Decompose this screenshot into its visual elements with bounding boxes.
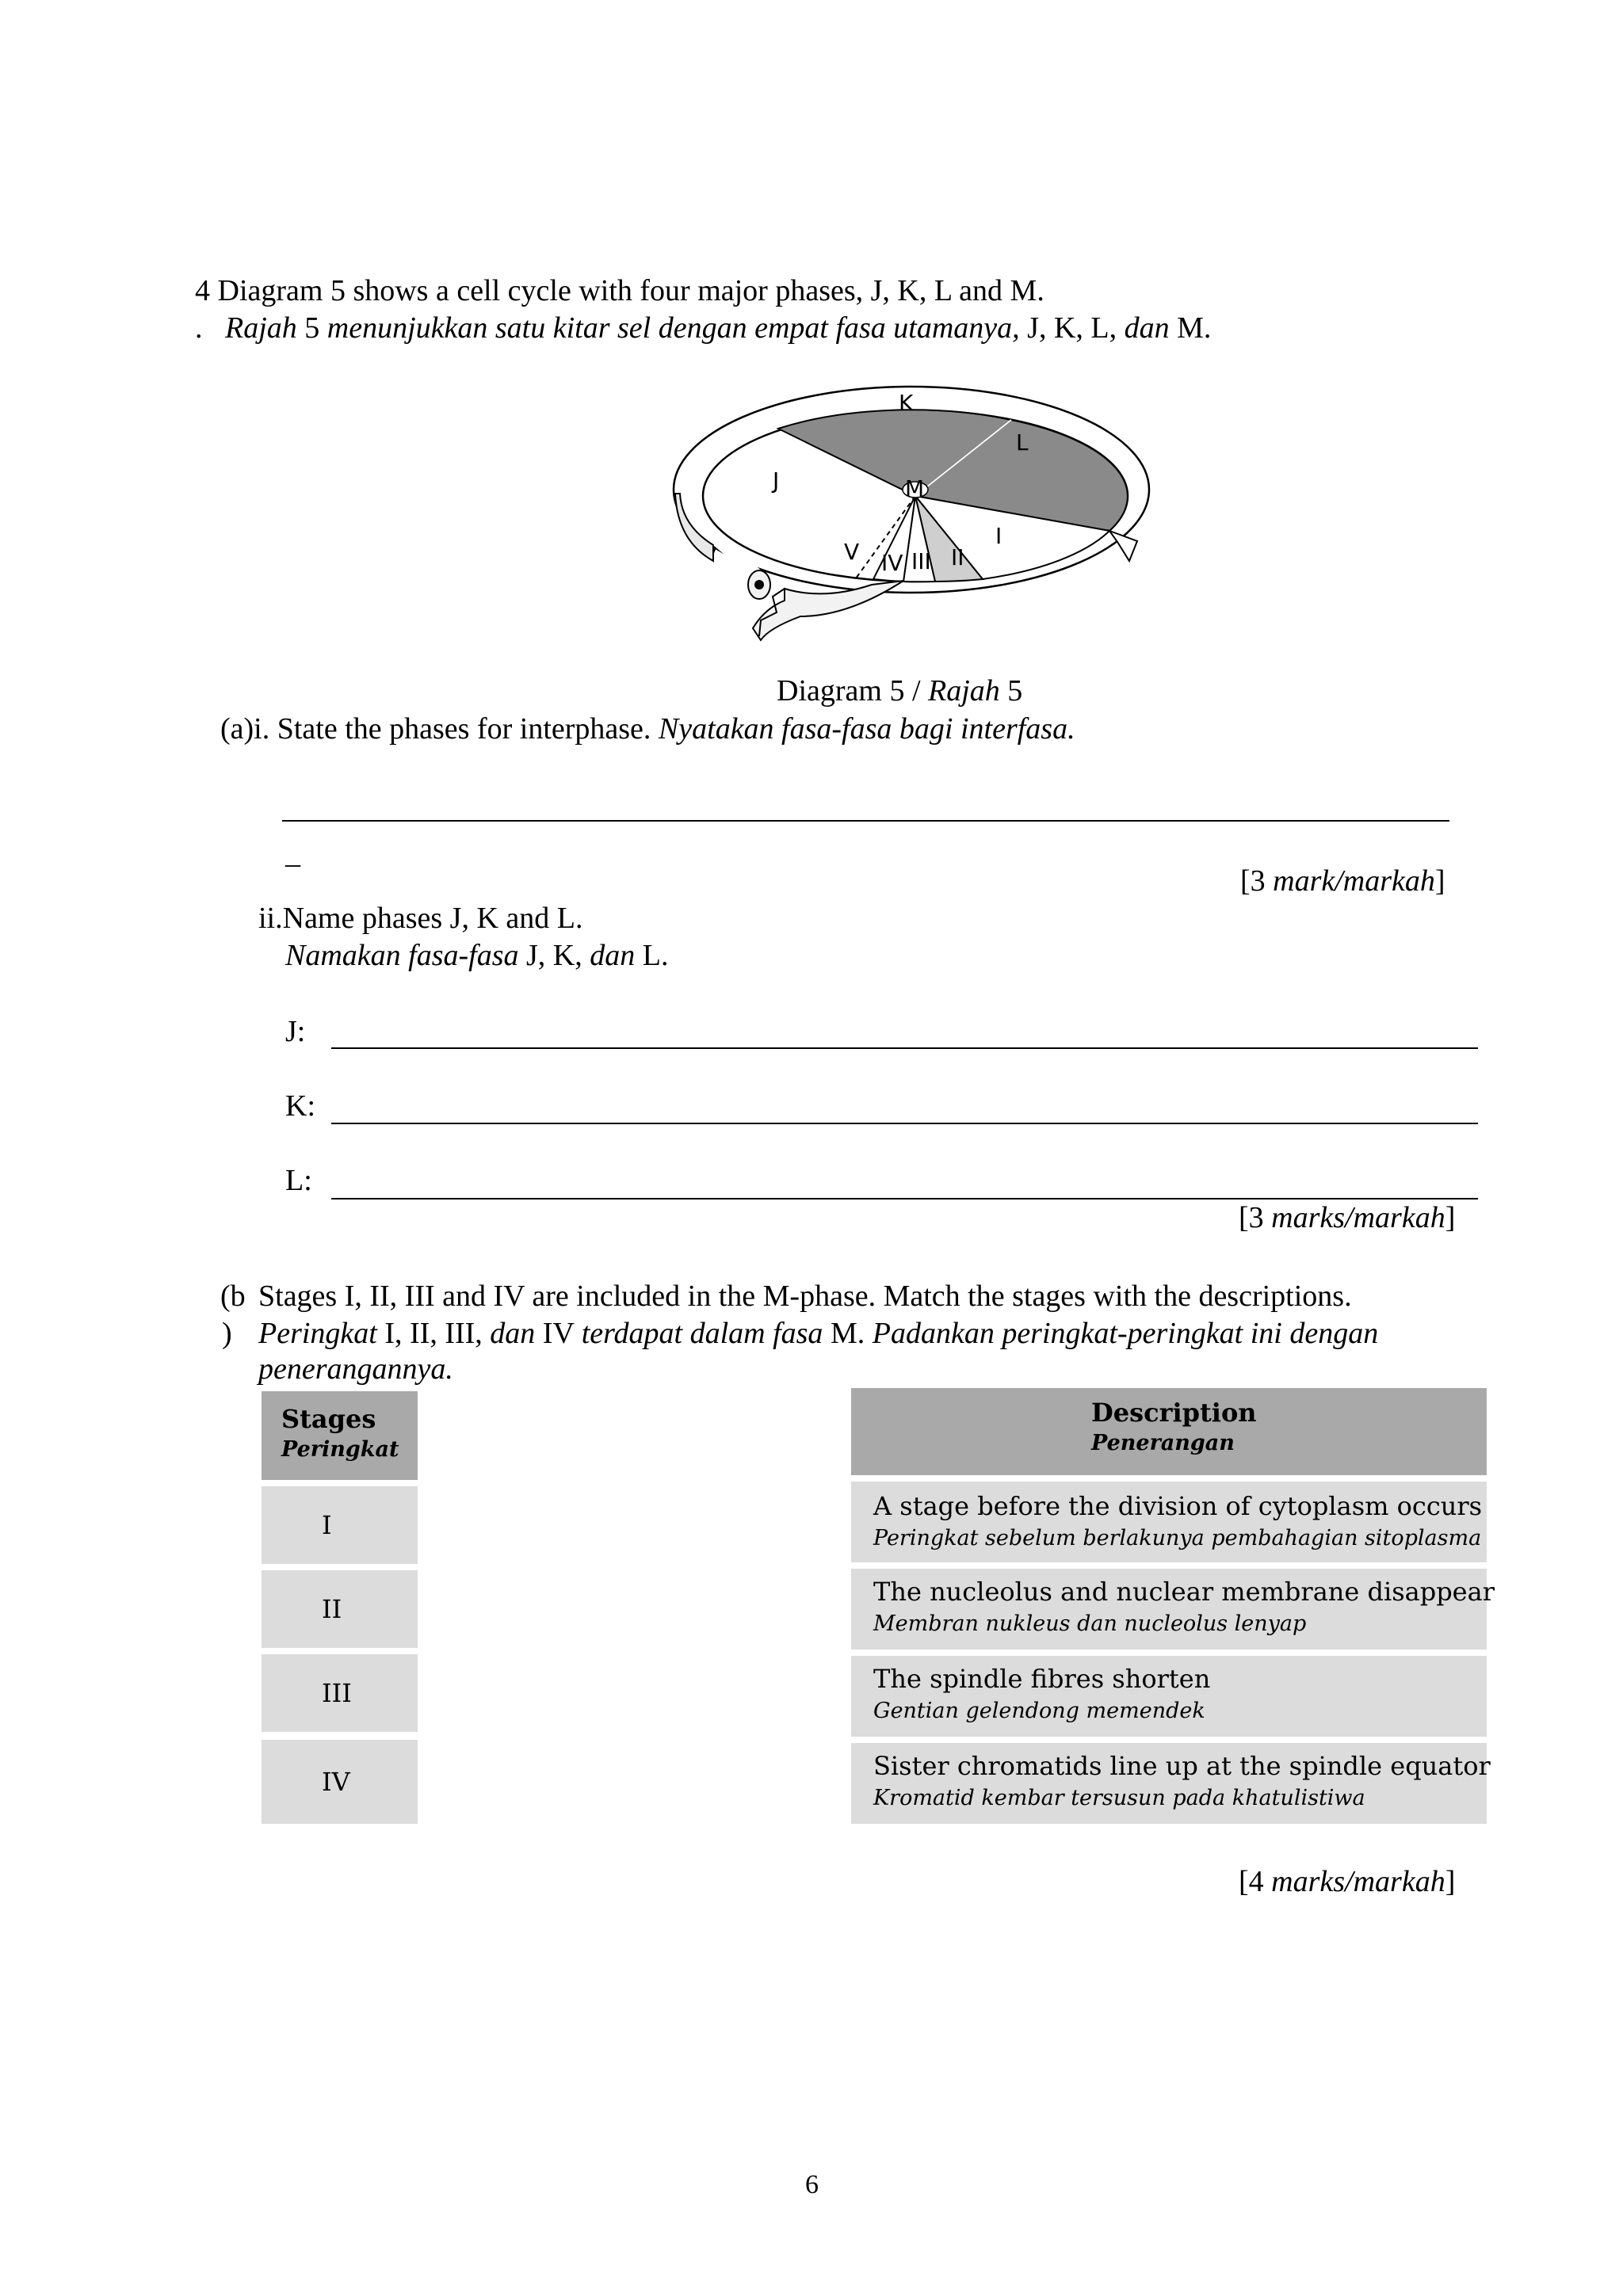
part-a-ii-ms [285,938,668,974]
question-text-ms: menunjukkan satu kitar sel dengan empat fasa utamanya, [327,311,1020,345]
description-en: A stage before the division of cytoplasm occurs [873,1491,1483,1521]
stage-cell-iv[interactable] [262,1740,418,1824]
ms-text: I, II, III, [384,1317,483,1350]
label-stage-iv: IV [881,550,903,576]
marks-b [1239,1864,1455,1901]
marks-text: [3 [1239,1201,1272,1234]
answer-line-k[interactable] [331,1123,1478,1124]
marks-text: mark/markah [1273,864,1435,898]
label-l: L [1016,429,1029,456]
label-k: K [899,390,914,416]
description-header-ms: Penerangan [1091,1431,1235,1455]
label-stage-i: I [995,523,1002,549]
question-text-ms: J, K, L, [1027,311,1117,345]
answer-line-a-i[interactable] [282,820,1449,822]
description-en: The nucleolus and nuclear membrane disappear [873,1577,1495,1607]
ms-text: dan [590,939,636,972]
ms-text: dan [490,1317,536,1350]
question-line-1 [195,273,1044,310]
description-ms: Gentian gelendong memendek [873,1699,1205,1723]
answer-line-l[interactable] [331,1198,1478,1199]
caption-text: Diagram 5 / [777,674,929,707]
label-stage-iii: III [911,548,931,574]
marks-a-ii [1239,1200,1455,1237]
caption-text: Rajah [928,674,1000,707]
label-j: J [773,467,780,494]
description-row[interactable] [851,1656,1487,1737]
answer-dash: _ [285,837,300,870]
ms-text: terdapat dalam fasa [581,1317,823,1350]
part-a-ii-text-en: Name phases J, K and L. [282,902,583,935]
part-b-text-en: Stages I, II, III and IV are included in the M-phase. Match the stages with the descriptions. [258,1280,1352,1313]
description-en: The spindle fibres shorten [873,1664,1211,1694]
stage-label: II [322,1594,342,1624]
part-a-text-ms: Nyatakan fasa-fasa bagi interfasa. [658,712,1075,746]
part-a-text-en: State the phases for interphase. [277,712,651,746]
stage-cell-i[interactable] [262,1486,418,1564]
part-b-text-ms-2: penerangannya. [258,1352,453,1386]
diagram-caption [777,673,1022,710]
part-a-i [220,711,1075,748]
ms-text: Padankan peringkat-peringkat ini dengan [872,1317,1379,1350]
part-a-label: (a)i. [220,712,270,746]
ms-text: M. [830,1317,865,1350]
stage-label: I [322,1510,332,1540]
ms-text: IV [542,1317,575,1350]
description-ms: Membran nukleus dan nucleolus lenyap [873,1611,1307,1636]
question-text-ms: Rajah [225,311,297,345]
description-row[interactable] [851,1569,1495,1650]
stage-cell-iii[interactable] [262,1654,418,1732]
label-stage-v: V [844,539,860,565]
marks-text: ] [1445,1201,1456,1234]
ms-text: J, K, [526,939,582,972]
description-header [851,1388,1487,1475]
caption-text: 5 [999,674,1023,707]
question-text-en: Diagram 5 shows a cell cycle with four major phases, J, K, L and M. [217,274,1044,307]
marks-text: marks/markah [1271,1865,1445,1898]
marks-text: marks/markah [1271,1201,1445,1234]
marks-a-i [1240,864,1445,900]
description-row[interactable] [851,1743,1491,1824]
part-b-text-ms-1 [258,1316,1378,1352]
part-a-ii-label: ii. [258,902,283,935]
description-header-en: Description [1091,1398,1257,1428]
marks-text: [4 [1239,1865,1272,1898]
question-number: 4 [195,274,210,307]
question-dot: . [195,311,203,345]
ms-text: L. [642,939,669,972]
stages-header [262,1391,418,1480]
ms-text: Namakan fasa-fasa [285,939,519,972]
description-ms: Peringkat sebelum berlakunya pembahagian sitoplasma [873,1526,1482,1550]
part-a-ii [258,901,582,937]
answer-label-k: K: [285,1089,315,1123]
marks-text: [3 [1240,864,1274,898]
stage-label: IV [322,1767,350,1797]
marks-text: ] [1445,1865,1456,1898]
stages-header-en: Stages [281,1404,376,1434]
stage-cell-ii[interactable] [262,1570,418,1648]
description-row[interactable] [851,1482,1487,1562]
question-text-ms: M. [1177,311,1212,345]
part-b-label-top: (b [220,1280,246,1313]
question-text-ms: dan [1124,311,1170,345]
description-ms: Kromatid kembar tersusun pada khatulistiwa [873,1786,1365,1810]
answer-line-j[interactable] [331,1047,1478,1049]
question-text-ms: 5 [304,311,320,345]
stage-label: III [322,1678,352,1708]
answer-label-l: L: [285,1164,312,1197]
part-b-label-bottom: ) [222,1317,232,1350]
stages-header-ms: Peringkat [281,1437,399,1462]
marks-text: ] [1434,864,1445,898]
label-m: M [905,475,925,502]
answer-label-j: J: [285,1015,306,1048]
cell-cycle-diagram [666,355,1157,672]
page-number: 6 [805,2170,819,2199]
ms-text: Peringkat [258,1317,377,1350]
label-stage-ii: II [951,544,964,570]
description-en: Sister chromatids line up at the spindle equator [873,1751,1491,1781]
question-line-2 [195,311,1211,347]
